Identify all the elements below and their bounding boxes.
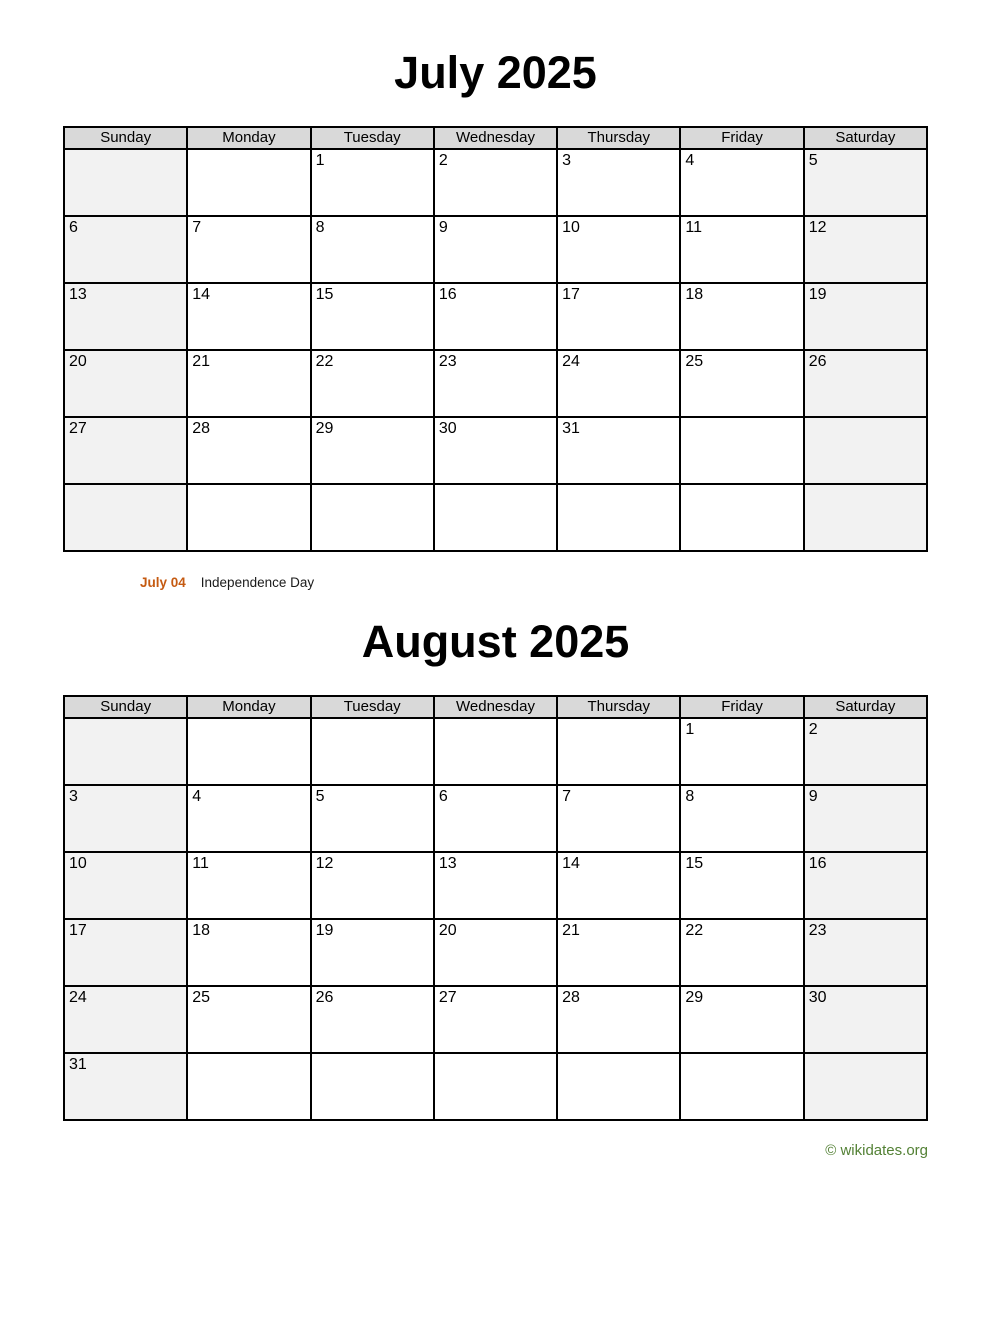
calendar-page: [0, 46, 989, 1159]
day-number: 4: [192, 788, 202, 805]
day-number: 3: [69, 788, 78, 805]
day-number: 26: [315, 989, 334, 1006]
day-number: 2: [438, 152, 448, 169]
day-number: 15: [315, 286, 334, 303]
day-number: 25: [685, 353, 704, 370]
day-cell-23: [434, 350, 557, 417]
day-cell-11: [680, 216, 803, 283]
day-cell-empty: [311, 718, 434, 785]
weekday-header-sunday: Sunday: [64, 696, 187, 718]
day-cell-8: [311, 216, 434, 283]
week-row: [64, 718, 927, 785]
day-cell-6: [434, 785, 557, 852]
day-number: 27: [438, 989, 457, 1006]
day-cell-3: [64, 785, 187, 852]
day-cell-empty: [680, 417, 803, 484]
day-cell-12: [311, 852, 434, 919]
day-cell-27: [434, 986, 557, 1053]
day-cell-empty: [187, 149, 310, 216]
day-cell-empty: [804, 484, 927, 551]
day-cell-1: [680, 718, 803, 785]
day-cell-2: [804, 718, 927, 785]
day-cell-empty: [311, 1053, 434, 1120]
day-number: 1: [685, 721, 695, 738]
day-number: 13: [69, 286, 87, 303]
day-cell-5: [311, 785, 434, 852]
day-number: 31: [69, 1056, 87, 1073]
week-row: [64, 852, 927, 919]
day-cell-14: [557, 852, 680, 919]
weekday-header-saturday: Saturday: [804, 127, 927, 149]
day-cell-16: [804, 852, 927, 919]
day-cell-19: [311, 919, 434, 986]
day-cell-empty: [187, 484, 310, 551]
month-title-august: August 2025: [361, 616, 630, 667]
day-cell-empty: [434, 718, 557, 785]
weekday-header-sunday: Sunday: [64, 127, 187, 149]
day-number: 2: [808, 721, 818, 738]
day-cell-empty: [187, 718, 310, 785]
day-number: 20: [438, 922, 457, 939]
day-cell-empty: [434, 1053, 557, 1120]
day-cell-27: [64, 417, 187, 484]
day-cell-29: [311, 417, 434, 484]
day-number: 30: [808, 989, 827, 1006]
day-cell-19: [804, 283, 927, 350]
day-cell-empty: [557, 1053, 680, 1120]
day-number: 12: [315, 855, 334, 872]
day-number: 24: [562, 353, 580, 370]
day-cell-4: [187, 785, 310, 852]
weekday-header-saturday: Saturday: [804, 696, 927, 718]
weekday-header-tuesday: Tuesday: [311, 127, 434, 149]
footer: [63, 1142, 928, 1159]
day-cell-26: [804, 350, 927, 417]
day-number: 6: [69, 219, 78, 236]
day-cell-16: [434, 283, 557, 350]
day-number: 22: [315, 353, 334, 370]
day-number: 11: [192, 855, 209, 872]
day-cell-21: [187, 350, 310, 417]
day-number: 5: [315, 788, 325, 805]
day-cell-6: [64, 216, 187, 283]
day-cell-7: [187, 216, 310, 283]
weekday-header-thursday: Thursday: [557, 127, 680, 149]
day-number: 15: [685, 855, 704, 872]
month-title-july: July 2025: [394, 47, 597, 98]
day-cell-31: [64, 1053, 187, 1120]
week-row: [64, 785, 927, 852]
day-cell-25: [680, 350, 803, 417]
weekday-header-wednesday: Wednesday: [434, 696, 557, 718]
day-cell-empty: [187, 1053, 310, 1120]
day-number: 21: [192, 353, 211, 370]
holiday-note: [140, 574, 928, 591]
day-cell-empty: [64, 718, 187, 785]
weekday-header-row: [64, 696, 927, 718]
day-number: 18: [192, 922, 211, 939]
day-cell-29: [680, 986, 803, 1053]
day-cell-28: [187, 417, 310, 484]
day-cell-2: [434, 149, 557, 216]
week-row: [64, 417, 927, 484]
week-row: [64, 283, 927, 350]
day-cell-17: [64, 919, 187, 986]
day-cell-1: [311, 149, 434, 216]
week-row: [64, 216, 927, 283]
day-number: 31: [562, 420, 580, 437]
day-cell-24: [557, 350, 680, 417]
day-cell-22: [680, 919, 803, 986]
week-row: [64, 1053, 927, 1120]
day-cell-30: [434, 417, 557, 484]
day-number: 8: [315, 219, 325, 236]
day-cell-26: [311, 986, 434, 1053]
day-number: 14: [192, 286, 211, 303]
weekday-header-friday: Friday: [680, 696, 803, 718]
day-cell-17: [557, 283, 680, 350]
day-cell-24: [64, 986, 187, 1053]
day-number: 23: [808, 922, 827, 939]
calendar-table-august: [63, 695, 928, 1121]
weekday-header-friday: Friday: [680, 127, 803, 149]
day-number: 22: [685, 922, 704, 939]
day-cell-25: [187, 986, 310, 1053]
day-cell-11: [187, 852, 310, 919]
day-number: 25: [192, 989, 211, 1006]
day-number: 17: [562, 286, 580, 303]
day-cell-23: [804, 919, 927, 986]
day-cell-empty: [557, 718, 680, 785]
day-number: 11: [685, 219, 703, 236]
day-cell-30: [804, 986, 927, 1053]
day-number: 9: [808, 788, 818, 805]
week-row: [64, 484, 927, 551]
weekday-header-thursday: Thursday: [557, 696, 680, 718]
day-cell-10: [557, 216, 680, 283]
day-cell-15: [311, 283, 434, 350]
day-cell-empty: [804, 1053, 927, 1120]
day-number: 16: [438, 286, 457, 303]
holiday-date: July 04: [140, 575, 186, 590]
day-number: 5: [808, 152, 818, 169]
day-number: 7: [562, 788, 572, 805]
weekday-header-monday: Monday: [187, 696, 310, 718]
weekday-header-tuesday: Tuesday: [311, 696, 434, 718]
day-cell-13: [434, 852, 557, 919]
month-section-july: [63, 46, 928, 591]
day-number: 3: [562, 152, 572, 169]
day-number: 26: [808, 353, 827, 370]
day-number: 8: [685, 788, 695, 805]
day-number: 20: [69, 353, 87, 370]
day-cell-empty: [680, 484, 803, 551]
day-cell-15: [680, 852, 803, 919]
day-number: 28: [562, 989, 580, 1006]
copyright-link[interactable]: © wikidates.org: [825, 1142, 928, 1159]
day-number: 21: [562, 922, 580, 939]
day-number: 29: [685, 989, 704, 1006]
day-cell-21: [557, 919, 680, 986]
weekday-header-monday: Monday: [187, 127, 310, 149]
day-number: 6: [438, 788, 448, 805]
day-cell-31: [557, 417, 680, 484]
day-cell-18: [680, 283, 803, 350]
day-cell-12: [804, 216, 927, 283]
day-cell-22: [311, 350, 434, 417]
holiday-label: Independence Day: [200, 575, 315, 590]
day-number: 13: [438, 855, 457, 872]
day-number: 23: [438, 353, 457, 370]
day-number: 16: [808, 855, 827, 872]
day-number: 1: [315, 152, 325, 169]
day-number: 10: [69, 855, 87, 872]
day-cell-empty: [434, 484, 557, 551]
day-cell-4: [680, 149, 803, 216]
day-cell-empty: [804, 417, 927, 484]
day-number: 19: [808, 286, 827, 303]
day-cell-5: [804, 149, 927, 216]
week-row: [64, 986, 927, 1053]
day-cell-18: [187, 919, 310, 986]
day-number: 19: [315, 922, 334, 939]
day-cell-14: [187, 283, 310, 350]
day-number: 12: [808, 219, 827, 236]
day-cell-20: [434, 919, 557, 986]
day-cell-empty: [64, 149, 187, 216]
day-cell-9: [434, 216, 557, 283]
week-row: [64, 149, 927, 216]
day-cell-28: [557, 986, 680, 1053]
day-cell-empty: [64, 484, 187, 551]
day-number: 4: [685, 152, 695, 169]
day-cell-7: [557, 785, 680, 852]
week-row: [64, 919, 927, 986]
day-number: 28: [192, 420, 211, 437]
day-cell-empty: [557, 484, 680, 551]
weekday-header-row: [64, 127, 927, 149]
day-cell-empty: [680, 1053, 803, 1120]
day-cell-empty: [311, 484, 434, 551]
day-number: 18: [685, 286, 704, 303]
day-number: 14: [562, 855, 580, 872]
day-number: 17: [69, 922, 87, 939]
day-number: 27: [69, 420, 87, 437]
day-number: 7: [192, 219, 202, 236]
day-number: 29: [315, 420, 334, 437]
day-cell-10: [64, 852, 187, 919]
day-cell-20: [64, 350, 187, 417]
weekday-header-wednesday: Wednesday: [434, 127, 557, 149]
calendar-table-july: [63, 126, 928, 552]
day-number: 30: [438, 420, 457, 437]
month-section-august: [63, 615, 928, 1121]
day-cell-3: [557, 149, 680, 216]
week-row: [64, 350, 927, 417]
day-cell-13: [64, 283, 187, 350]
day-number: 24: [69, 989, 87, 1006]
day-number: 9: [438, 219, 448, 236]
day-cell-8: [680, 785, 803, 852]
day-number: 10: [562, 219, 580, 236]
day-cell-9: [804, 785, 927, 852]
